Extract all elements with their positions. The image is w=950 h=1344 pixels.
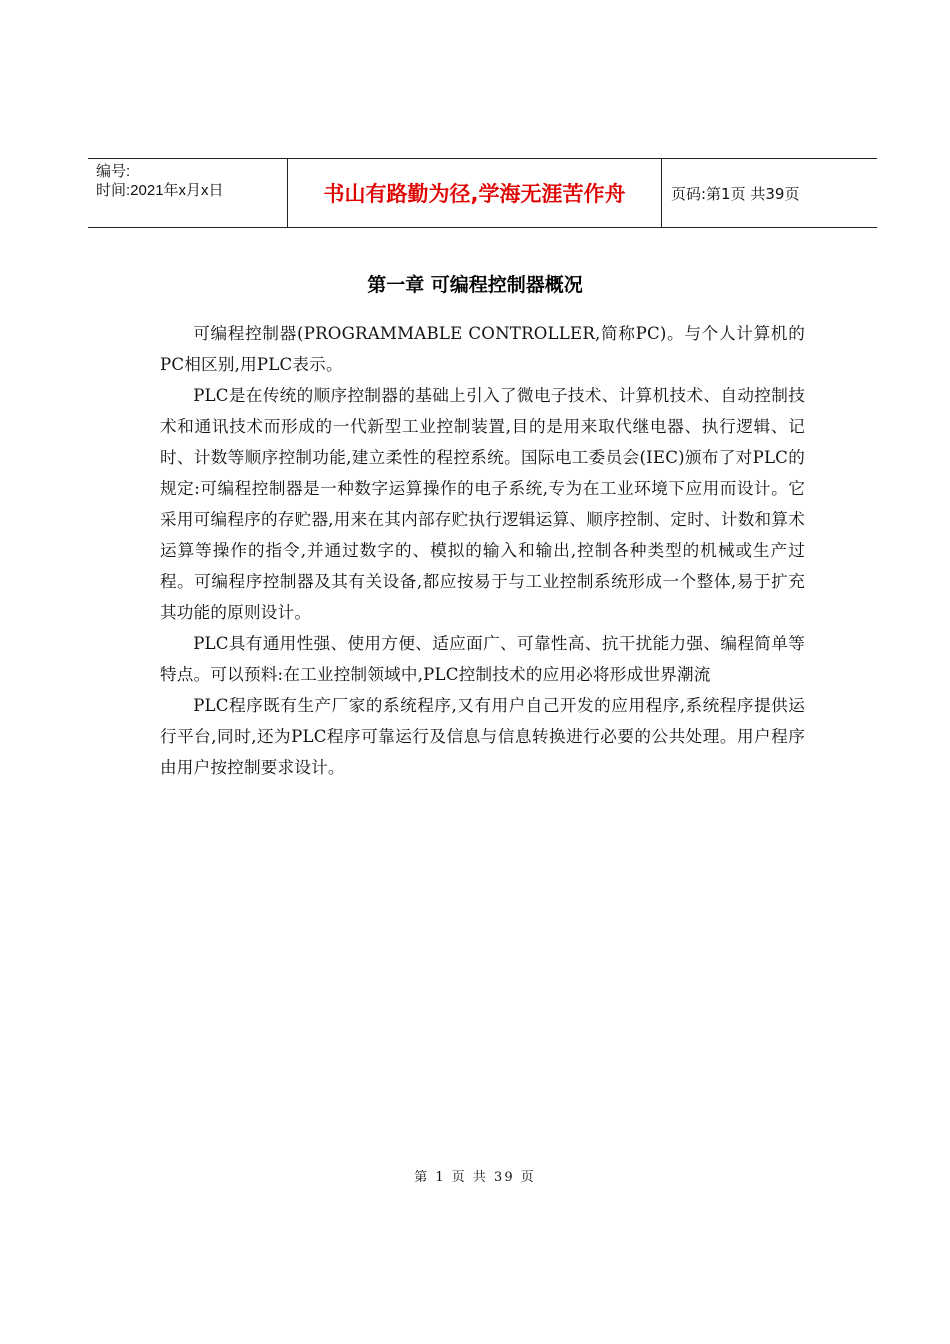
paragraph-3: PLC具有通用性强、使用方便、适应面广、可靠性高、抗干扰能力强、编程简单等特点。可以预料:在工业控制领域中,PLC控制技术的应用必将形成世界潮流	[160, 634, 805, 684]
number-label: 编号:	[96, 163, 131, 180]
body-content	[160, 318, 805, 783]
page-footer: 第 1 页 共 39 页	[414, 1170, 536, 1185]
header-page-label: 页码:第1页 共39页	[671, 184, 800, 203]
header-info-cell	[88, 159, 288, 227]
time-label: 时间:2021年x月x日	[96, 182, 224, 199]
header-motto: 书山有路勤为径,学海无涯苦作舟	[288, 159, 662, 227]
document-header	[88, 158, 877, 228]
paragraph-2: PLC是在传统的顺序控制器的基础上引入了微电子技术、计算机技术、自动控制技术和通讯技术而形成的一代新型工业控制装置,目的是用来取代继电器、执行逻辑、记时、计数等顺序控制功能,建立柔性的程控系统。国际电工委员会(IEC)颁布了对PLC的规定:可编程控制器是一种数字运算操作的电子系统,专为在工业环境下应用而设计。它采用可编程序的存贮器,用来在其内部存贮执行逻辑运算、顺序控制、定时、计数和算术运算等操作的指令,并通过数字的、模拟的输入和输出,控制各种类型的机械或生产过程。可编程序控制器及其有关设备,都应按易于与工业控制系统形成一个整体,易于扩充其功能的原则设计。	[160, 386, 805, 622]
paragraph-4: PLC程序既有生产厂家的系统程序,又有用户自己开发的应用程序,系统程序提供运行平台,同时,还为PLC程序可靠运行及信息与信息转换进行必要的公共处理。用户程序由用户按控制要求设计。	[160, 696, 805, 777]
paragraph-1: 可编程控制器(PROGRAMMABLE CONTROLLER,简称PC)。与个人计算机的PC相区别,用PLC表示。	[160, 324, 805, 374]
chapter-title: 第一章 可编程控制器概况	[367, 274, 583, 296]
